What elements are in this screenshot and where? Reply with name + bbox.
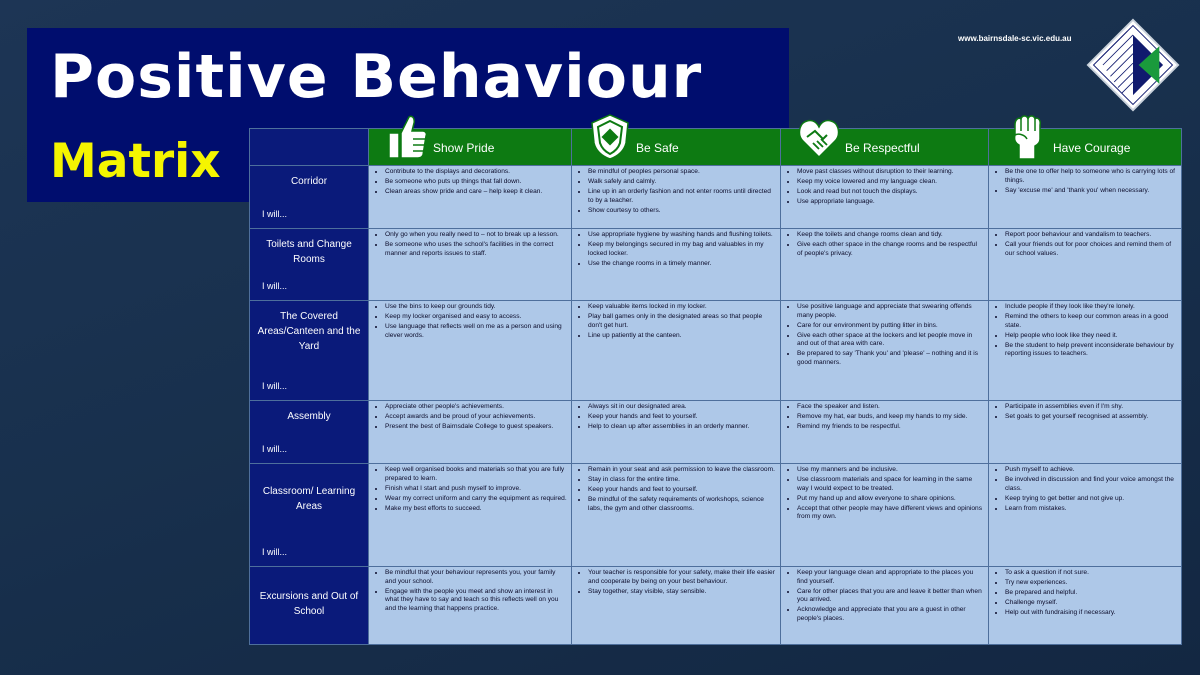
cell-item: • Stay in class for the entire time.	[588, 476, 776, 485]
page-subtitle: Matrix	[50, 134, 221, 189]
cell-item: • Make my best efforts to succeed.	[385, 505, 567, 514]
cell-item: • Keep your hands and feet to yourself.	[588, 486, 776, 495]
cell-item: • Acknowledge and appreciate that you are a guest in other people's places.	[797, 606, 984, 623]
column-header-have-courage	[989, 129, 1182, 166]
matrix-cell	[572, 567, 781, 645]
matrix-cell	[369, 166, 572, 229]
cell-item: • Be mindful of peoples personal space.	[588, 168, 776, 177]
raised-fist-icon	[1005, 113, 1049, 161]
cell-item: • Keep my voice lowered and my language clean.	[797, 178, 984, 187]
cell-item: • Finish what I start and push myself to improve.	[385, 485, 567, 494]
cell-item: • Call your friends out for poor choices and remind them of our school values.	[1005, 241, 1177, 258]
row-label: Toilets and Change Rooms	[266, 239, 352, 265]
cell-item: • Contribute to the displays and decorations.	[385, 168, 567, 177]
cell-item: • Line up patiently at the canteen.	[588, 332, 776, 341]
cell-item: • Be someone who uses the school's facilities in the correct manner and reports issues to staff.	[385, 241, 567, 258]
cell-item: • Remain in your seat and ask permission to leave the classroom.	[588, 466, 776, 475]
cell-item: • Keep valuable items locked in my locker.	[588, 303, 776, 312]
row-header-corridor	[250, 166, 369, 229]
matrix-cell	[369, 301, 572, 401]
matrix-cell	[369, 464, 572, 567]
i-will-label: I will...	[262, 209, 288, 219]
column-header-be-safe	[572, 129, 781, 166]
cell-item: • Remove my hat, ear buds, and keep my hands to my side.	[797, 413, 984, 422]
column-label: Be Respectful	[845, 141, 920, 155]
page-title: Positive Behaviour	[50, 42, 703, 112]
matrix-cell	[989, 301, 1182, 401]
row-header-toilets-change-rooms	[250, 229, 369, 301]
cell-item: • Always sit in our designated area.	[588, 403, 776, 412]
matrix-cell	[989, 567, 1182, 645]
cell-item: • To ask a question if not sure.	[1005, 569, 1177, 578]
matrix-cell	[989, 464, 1182, 567]
cell-item: • Play ball games only in the designated areas so that people don't get hurt.	[588, 313, 776, 330]
row-header-excursions	[250, 567, 369, 645]
website-url: www.bairnsdale-sc.vic.edu.au	[958, 34, 1072, 43]
matrix-cell	[989, 401, 1182, 464]
cell-item: • Appreciate other people's achievements.	[385, 403, 567, 412]
cell-item: • Use my manners and be inclusive.	[797, 466, 984, 475]
matrix-cell	[572, 166, 781, 229]
cell-item: • Keep my belongings secured in my bag and valuables in my locked locker.	[588, 241, 776, 258]
cell-item: • Keep trying to get better and not give up.	[1005, 495, 1177, 504]
column-header-show-pride	[369, 129, 572, 166]
cell-item: • Keep well organised books and materials so that you are fully prepared to learn.	[385, 466, 567, 483]
cell-item: • Face the speaker and listen.	[797, 403, 984, 412]
cell-item: • Accept that other people may have different views and opinions from my own.	[797, 505, 984, 522]
matrix-cell	[572, 401, 781, 464]
cell-item: • Look and read but not touch the displays.	[797, 188, 984, 197]
shield-icon	[588, 113, 632, 161]
cell-item: • Be the student to help prevent inconsiderate behaviour by reporting issues to teachers.	[1005, 342, 1177, 359]
matrix-corner-cell	[250, 129, 369, 166]
matrix-cell	[572, 229, 781, 301]
cell-item: • Accept awards and be proud of your achievements.	[385, 413, 567, 422]
cell-item: • Keep the toilets and change rooms clean and tidy.	[797, 231, 984, 240]
cell-item: • Give each other space in the change rooms and be respectful of people's privacy.	[797, 241, 984, 258]
cell-item: • Use positive language and appreciate that swearing offends many people.	[797, 303, 984, 320]
cell-item: • Participate in assemblies even if I'm shy.	[1005, 403, 1177, 412]
cell-item: • Show courtesy to others.	[588, 207, 776, 216]
cell-item: • Include people if they look like they're lonely.	[1005, 303, 1177, 312]
cell-item: • Be involved in discussion and find your voice amongst the class.	[1005, 476, 1177, 493]
matrix-cell	[781, 464, 989, 567]
cell-item: • Be someone who puts up things that fall down.	[385, 178, 567, 187]
matrix-cell	[781, 229, 989, 301]
cell-item: • Present the best of Bairnsdale College to guest speakers.	[385, 423, 567, 432]
column-label: Be Safe	[636, 141, 679, 155]
row-header-covered-areas	[250, 301, 369, 401]
thumbs-up-icon	[385, 113, 429, 161]
cell-item: • Use classroom materials and space for learning in the same way I would expect to be treated.	[797, 476, 984, 493]
i-will-label: I will...	[262, 281, 288, 291]
cell-item: • Try new experiences.	[1005, 579, 1177, 588]
cell-item: • Wear my correct uniform and carry the equipment as required.	[385, 495, 567, 504]
cell-item: • Be the one to offer help to someone who is carrying lots of things.	[1005, 168, 1177, 185]
cell-item: • Be mindful of the safety requirements of workshops, science labs, the gym and other classrooms.	[588, 496, 776, 513]
matrix-cell	[781, 166, 989, 229]
cell-item: • Give each other space at the lockers and let people move in and out of that area with care.	[797, 332, 984, 349]
cell-item: • Keep your hands and feet to yourself.	[588, 413, 776, 422]
cell-item: • Remind my friends to be respectful.	[797, 423, 984, 432]
heart-handshake-icon	[797, 113, 841, 161]
matrix-cell	[781, 301, 989, 401]
i-will-label: I will...	[262, 444, 288, 454]
cell-item: • Use language that reflects well on me as a person and using clever words.	[385, 323, 567, 340]
column-label: Have Courage	[1053, 141, 1131, 155]
cell-item: • Be prepared and helpful.	[1005, 589, 1177, 598]
matrix-cell	[989, 229, 1182, 301]
matrix-cell	[989, 166, 1182, 229]
cell-item: • Only go when you really need to – not to break up a lesson.	[385, 231, 567, 240]
cell-item: • Help out with fundraising if necessary.	[1005, 609, 1177, 618]
i-will-label: I will...	[262, 547, 288, 557]
school-logo-icon	[1086, 18, 1180, 112]
cell-item: • Put my hand up and allow everyone to share opinions.	[797, 495, 984, 504]
cell-item: • Push myself to achieve.	[1005, 466, 1177, 475]
cell-item: • Set goals to get yourself recognised at assembly.	[1005, 413, 1177, 422]
matrix-cell	[781, 567, 989, 645]
cell-item: • Care for our environment by putting litter in bins.	[797, 322, 984, 331]
cell-item: • Be prepared to say 'Thank you' and 'please' – nothing and it is good manners.	[797, 350, 984, 367]
i-will-label: I will...	[262, 381, 288, 391]
cell-item: • Keep my locker organised and easy to access.	[385, 313, 567, 322]
cell-item: • Help to clean up after assemblies in an orderly manner.	[588, 423, 776, 432]
matrix-cell	[369, 229, 572, 301]
behaviour-matrix-table	[249, 128, 1182, 645]
cell-item: • Your teacher is responsible for your safety, make their life easier and cooperate by being on your best behaviour.	[588, 569, 776, 586]
row-label: Assembly	[287, 411, 331, 422]
matrix-cell	[572, 301, 781, 401]
cell-item: • Learn from mistakes.	[1005, 505, 1177, 514]
cell-item: • Challenge myself.	[1005, 599, 1177, 608]
cell-item: • Use the bins to keep our grounds tidy.	[385, 303, 567, 312]
cell-item: • Keep your language clean and appropriate to the places you find yourself.	[797, 569, 984, 586]
column-label: Show Pride	[433, 141, 495, 155]
cell-item: • Say 'excuse me' and 'thank you' when necessary.	[1005, 187, 1177, 196]
cell-item: • Clean areas show pride and care – help keep it clean.	[385, 188, 567, 197]
cell-item: • Use appropriate hygiene by washing hands and flushing toilets.	[588, 231, 776, 240]
cell-item: • Use the change rooms in a timely manner.	[588, 260, 776, 269]
matrix-cell	[369, 401, 572, 464]
cell-item: • Move past classes without disruption to their learning.	[797, 168, 984, 177]
column-header-be-respectful	[781, 129, 989, 166]
matrix-cell	[369, 567, 572, 645]
matrix-cell	[572, 464, 781, 567]
row-header-classroom	[250, 464, 369, 567]
row-header-assembly	[250, 401, 369, 464]
cell-item: • Report poor behaviour and vandalism to teachers.	[1005, 231, 1177, 240]
row-label: The Covered Areas/Canteen and the Yard	[257, 311, 361, 352]
matrix-cell	[781, 401, 989, 464]
cell-item: • Help people who look like they need it.	[1005, 332, 1177, 341]
cell-item: • Walk safely and calmly.	[588, 178, 776, 187]
cell-item: • Be mindful that your behaviour represents you, your family and your school.	[385, 569, 567, 586]
cell-item: • Line up in an orderly fashion and not enter rooms until directed to by a teacher.	[588, 188, 776, 205]
cell-item: • Engage with the people you meet and show an interest in what they have to say and teach so this reflects well on you and the learning that happens practice.	[385, 588, 567, 614]
cell-item: • Remind the others to keep our common areas in a good state.	[1005, 313, 1177, 330]
cell-item: • Stay together, stay visible, stay sensible.	[588, 588, 776, 597]
row-label: Corridor	[290, 176, 328, 187]
row-label: Classroom/ Learning Areas	[262, 486, 356, 512]
cell-item: • Use appropriate language.	[797, 198, 984, 207]
row-label: Excursions and Out of School	[259, 591, 359, 617]
cell-item: • Care for other places that you are and leave it better than when you arrived.	[797, 588, 984, 605]
